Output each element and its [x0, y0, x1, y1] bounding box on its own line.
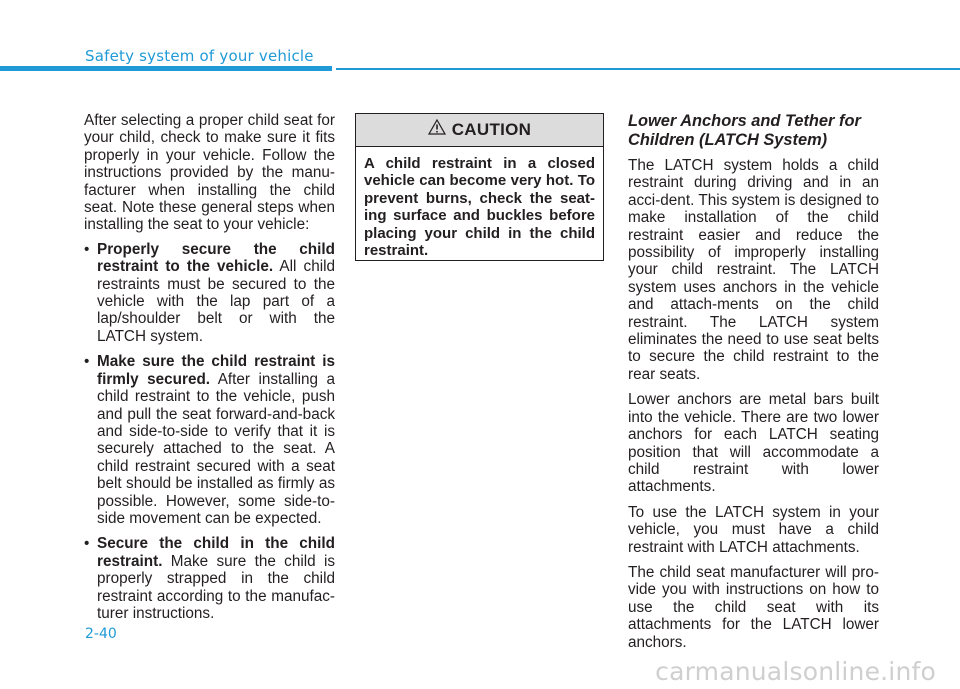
- caution-header: [356, 114, 603, 147]
- caution-label: CAUTION: [451, 120, 532, 139]
- bullet-text: All child restraints must be secured to the vehicle with the lap part of a lap/shoulder belt or with the LATCH system.: [97, 258, 336, 345]
- body-paragraph: To use the LATCH system in your vehicle, you must have a child restraint with LATCH attachments.: [628, 503, 879, 556]
- header-rule-thick: [0, 66, 332, 71]
- bullet-bold-text: Properly secure the child restraint to the vehicle.: [97, 240, 335, 276]
- body-paragraph: Lower anchors are metal bars built into the vehicle. There are two lower anchors for each LATCH seating position that will accommodate a child restraint with lower attachments.: [628, 391, 879, 496]
- caution-text: A child restraint in a closed vehicle can become very hot. To prevent burns, check the seat-ing surface and buckles before placing your child in the child restraint.: [364, 155, 595, 260]
- intro-paragraph: After selecting a proper child seat for your child, check to make sure it fits properly in your vehicle. Follow the instructions provided by the manu-facturer when installing the child seat. Note these general steps when installing the seat to your vehicle:: [84, 112, 335, 234]
- warning-triangle-icon: [428, 119, 446, 140]
- bullet-bold-text: Make sure the child restraint is firmly secured.: [97, 353, 335, 388]
- list-item: [84, 241, 335, 345]
- header-rule-thin: [336, 68, 960, 70]
- bullet-list: [84, 241, 335, 623]
- bullet-dot-icon: •: [84, 353, 90, 371]
- list-item: [84, 353, 335, 527]
- body-paragraph: The LATCH system holds a child restraint during driving and in an acci-dent. This system is designed to make installation of the child restraint easier and reduce the possibility of improperly installing your child restraint. The LATCH system uses anchors in the vehicle and attach-ments on the child restraint. The LATCH system eliminates the need to use seat belts to secure the child restraint to the rear seats.: [628, 157, 879, 383]
- bullet-dot-icon: •: [84, 240, 90, 258]
- bullet-dot-icon: •: [84, 535, 90, 553]
- bullet-text: Make sure the child is properly strapped in the child restraint according to the manufac-turer instructions.: [97, 552, 335, 622]
- right-column: [628, 112, 879, 659]
- watermark: carmanualsonline.info: [655, 657, 936, 686]
- section-heading: Lower Anchors and Tether for Children (LATCH System): [628, 112, 861, 149]
- body-paragraph: The child seat manufacturer will pro-vide you with instructions on how to use the child seat with its attachments for the LATCH lower anchors.: [628, 563, 879, 651]
- left-column: [84, 112, 335, 630]
- page-number: 2-40: [85, 626, 117, 642]
- section-header-title: Safety system of your vehicle: [85, 47, 314, 65]
- bullet-text: After installing a child restraint to the vehicle, push and pull the seat forward-and-back and side-to-side to verify that it is securely attached to the seat. A child restraint secured with a seat belt should be installed as firmly as possible. However, some side-to-side movement can be expected.: [97, 370, 335, 527]
- list-item: [84, 535, 335, 622]
- bullet-bold-text: Secure the child in the child restraint.: [97, 535, 335, 570]
- caution-box: [355, 113, 604, 261]
